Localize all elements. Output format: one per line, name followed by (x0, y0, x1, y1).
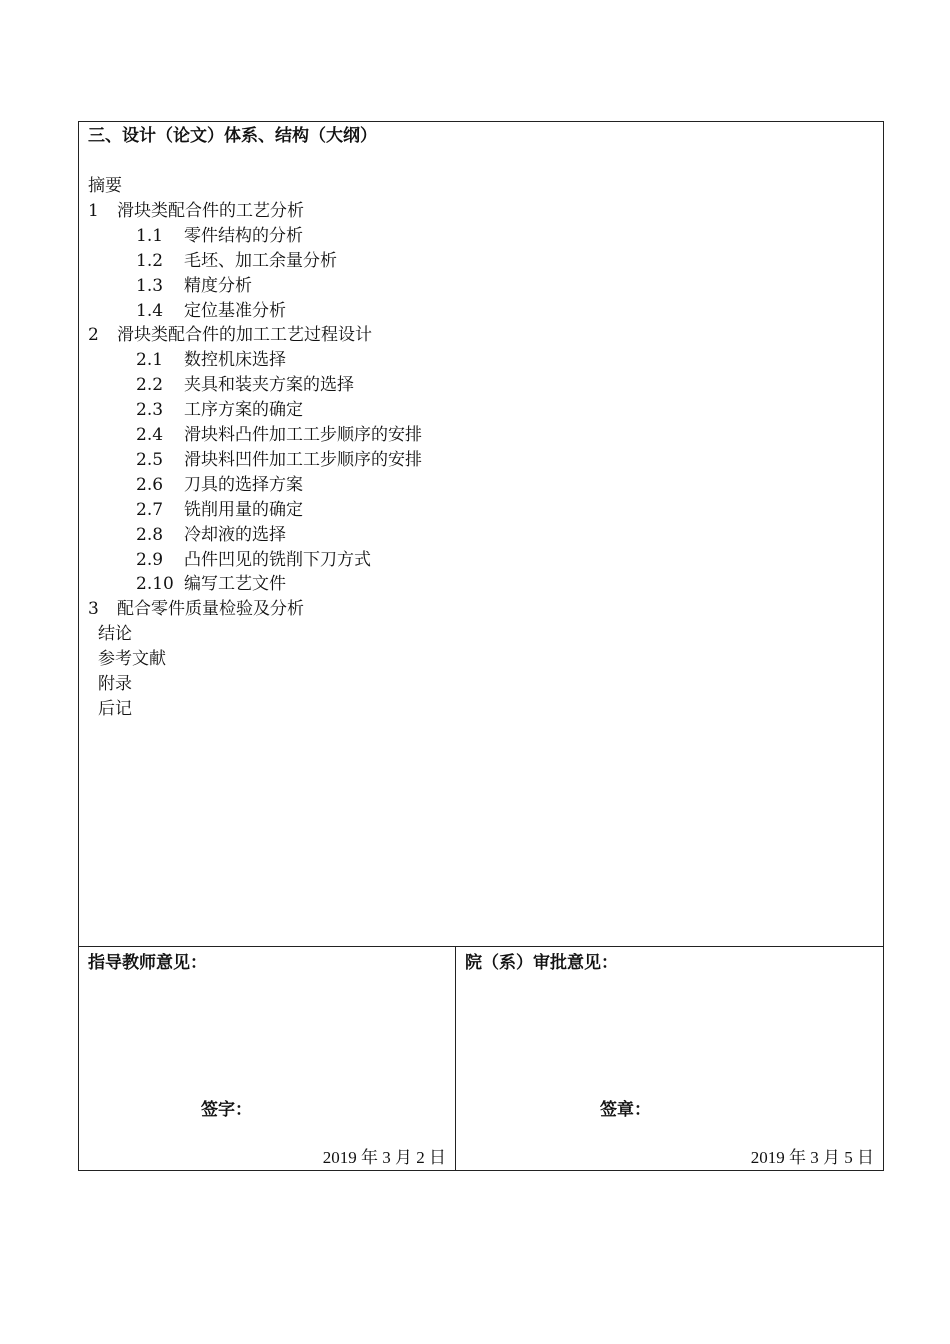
outline-item-number: 2.5 (136, 449, 164, 470)
outline-item (136, 473, 303, 497)
outline-item-text: 配合零件质量检验及分析 (117, 599, 304, 620)
department-opinion-label: 院（系）审批意见： (465, 953, 618, 973)
outline-item-number: 2.1 (136, 350, 164, 371)
outline-item (98, 647, 166, 671)
department-opinion-cell (456, 947, 883, 1171)
outline-item-text: 精度分析 (184, 275, 252, 296)
form-table (78, 121, 884, 1171)
outline-item-number: 2.2 (136, 375, 164, 396)
outline-item (136, 498, 303, 522)
advisor-opinion-label: 指导教师意见： (88, 953, 207, 973)
outline-item-number: 1.2 (136, 250, 164, 271)
outline-item (136, 523, 286, 547)
outline-item-number: 2.9 (136, 549, 164, 570)
outline-item-text: 后记 (98, 698, 132, 719)
outline-item-number: 1.1 (136, 225, 164, 246)
outline-item (136, 548, 371, 572)
outline-item (88, 597, 304, 621)
advisor-opinion-cell (79, 947, 456, 1171)
outline-cell (79, 122, 883, 947)
outline-item (136, 572, 286, 596)
outline-item-number: 1 (88, 200, 99, 221)
outline-item-text: 滑块料凸件加工工步顺序的安排 (184, 425, 422, 445)
outline-item-number: 2 (88, 325, 99, 346)
outline-item-text: 滑块类配合件的工艺分析 (117, 200, 304, 221)
advisor-sign-label: 签字： (201, 1100, 252, 1120)
outline-item (136, 348, 286, 372)
outline-item-number: 1.4 (136, 300, 164, 321)
outline-item-text: 工序方案的确定 (184, 400, 303, 421)
outline-item (136, 398, 303, 422)
outline-item-text: 滑块类配合件的加工工艺过程设计 (117, 325, 372, 346)
outline-item (88, 199, 304, 223)
department-sign-label: 签章： (600, 1100, 651, 1120)
outline-item-text: 冷却液的选择 (184, 524, 286, 545)
outline-item-text: 夹具和装夹方案的选择 (184, 375, 354, 396)
outline-item-number: 1.3 (136, 275, 164, 296)
outline-item (136, 249, 337, 273)
outline-item-text: 附录 (98, 674, 132, 694)
outline-item (136, 299, 286, 323)
outline-item-text: 编写工艺文件 (184, 574, 286, 595)
outline-item-number: 2.4 (136, 425, 164, 445)
outline-item-text: 毛坯、加工余量分析 (184, 250, 337, 271)
outline-item-text: 结论 (98, 624, 132, 645)
outline-item-number: 3 (88, 599, 99, 620)
outline-item-text: 定位基准分析 (184, 300, 286, 321)
outline-item-number: 2.8 (136, 524, 164, 545)
outline-item-number: 2.7 (136, 499, 164, 520)
outline-item-text: 零件结构的分析 (184, 225, 303, 246)
outline-item (136, 224, 303, 248)
outline-item (136, 373, 354, 397)
outline-item (88, 174, 122, 198)
advisor-date: 2019 年 3 月 2 日 (322, 1148, 446, 1167)
outline-item (88, 323, 372, 347)
outline-item-number: 2.10 (136, 574, 174, 595)
outline-item (98, 697, 132, 721)
outline-item-text: 数控机床选择 (184, 350, 286, 371)
outline-item-text: 滑块料凹件加工工步顺序的安排 (184, 449, 422, 470)
outline-item-number: 2.6 (136, 474, 164, 495)
outline-item-number: 2.3 (136, 400, 164, 421)
outline-item (98, 622, 132, 646)
outline-item (136, 274, 252, 298)
section-title: 三、设计（论文）体系、结构（大纲） (88, 126, 377, 146)
outline-item (136, 448, 422, 472)
outline-item (98, 672, 132, 696)
outline-item-text: 摘要 (88, 176, 122, 196)
outline-item-text: 凸件凹见的铣削下刀方式 (184, 549, 371, 570)
department-date: 2019 年 3 月 5 日 (750, 1148, 874, 1167)
outline-item (136, 423, 422, 447)
outline-item-text: 刀具的选择方案 (184, 474, 303, 495)
outline-item-text: 铣削用量的确定 (184, 499, 303, 520)
outline-item-text: 参考文献 (98, 649, 166, 670)
